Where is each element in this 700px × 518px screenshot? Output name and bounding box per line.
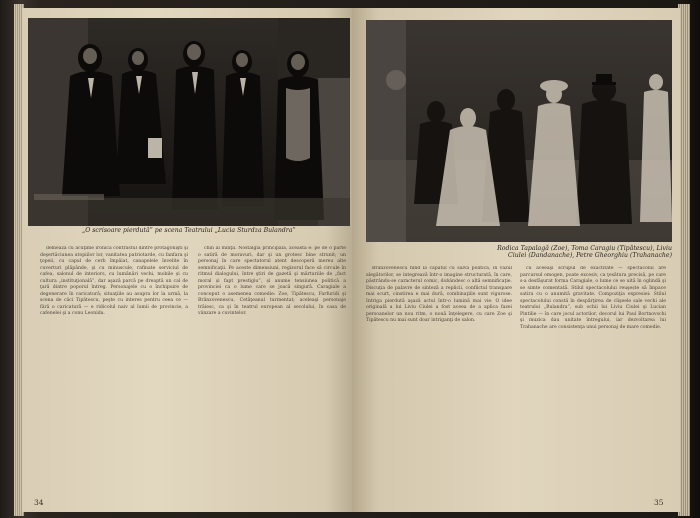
left-column-2-text: chin al minţii. Nostalgia principală, aceasta e: pe de o parte o satiră de moravuri, dar şi un grotesc bine strunit; un personaj în care spectatorul atent descoperă mereu alte semnificaţii. Pe aceste dimensiuni, regizorul face să circule în ritmul dialogului, între ştiri de gazetă şi mărturiile de „fact moral și fapt prestigiu”, și anume tensiunea politică a provinciei ca o lume care se joacă singură. Caragiale a conceput o asemenea comedie: Zoe, Tipătescu, Farfuridi şi Brânzovenescu, Cetăţeanul turmentat; aceleaşi personaje trăiesc, ca şi în teatrul european al secolului, în casa de vânzare a cuvintelor. xyxy=(198,246,346,316)
right-page-number: 35 xyxy=(654,498,664,507)
right-page xyxy=(352,8,680,512)
left-photo xyxy=(28,18,350,226)
left-column-1-text: demează cu acuţime ironică contrastul dintre protagonişti şi deşertăciunea utopiilor lor, vanitatea patriotarde, cu fanfara şi ţopeii, cu capul de cerb împăiat, canapelele învelite în cuverturi plăpânde, şi cu minuscule, rafinate serviciul de cafea, salonul de interiors, cu lumânări vechi, mobile și cu cultura „instituţională”, dar aşază parcă pe dreaptă un cal de ţară dintre poporul întreg. Personajele cu o închipuire de degenerare în caricatură; situaţiile au asupra lor la urmă, la scena de căci Tipătescu, peşte cu interes pentru ceea ce — fără o caricatură — e ridicolul naiv al lumii de provincie, a cafenelei şi a conu Leonida. xyxy=(40,246,188,316)
right-photo-image xyxy=(366,20,672,242)
left-column-2 xyxy=(198,246,346,496)
left-page xyxy=(22,8,352,512)
left-page-number: 34 xyxy=(34,498,44,507)
right-column-1-text: Brânzovenescu fiind la capătul cu salva politică, în văzul alegătorilor, se integrează într-o imagine structurată, în care, păstrându-se caracterul comic, dobândesc o altă semnificaţie. Discuţia de palavre de sinteză a replicii, conflictul transpare mai scurt, cinstirea e mai dură, combinaţiile sunt vigurose. Intriga pierdută aşază actul într-o lumină mai vie. O idee originală a lui Liviu Ciulei a fost aceea de a aplica fazei persoanelor un nou ritm, o nouă înţelegere, cu care Zoe şi Tipătescu nu mai sunt doar intriganţi de salon. xyxy=(366,266,512,323)
right-photo xyxy=(366,20,672,242)
right-photo-caption: Rodica Tapalagă (Zoe), Toma Caragiu (Tipătescu), Liviu Ciulei (Dandanache), Petre Gheorghiu (Trahanache) xyxy=(497,245,672,260)
left-photo-caption: „O scrisoare pierdută” pe scena Teatrului „Lucia Sturdza Bulandra” xyxy=(82,227,296,234)
right-column-2-text: cu aceeaşi scrupul de exactitate — spectacolul are parcursul omogen, poate excesiv, ca ţesătura precisă, pe care s-a desfăşurat forma Caragiale, o lume ce se uită în oglindă şi se simte comentată. Stilul spectacolului reuşește să împace satira cu o anumită gravitate. Compoziţia expresiei: Stilul spectacolului constă în despărţirea de clişeele sale vechi ale teatrului „Bulandra”, sub ochii lui Liviu Ciulei şi Lucian Pintilie — în care jocul actorilor, decorul lui Paul Bortnovschi şi muzica dau unitate întregului, iar dezvoltarea lui Trahanache are consistenţa unui personaj de mare comedie. xyxy=(520,266,666,330)
left-column-1 xyxy=(40,246,188,496)
right-column-1 xyxy=(366,266,512,502)
left-photo-image xyxy=(28,18,350,226)
right-column-2 xyxy=(520,266,666,502)
